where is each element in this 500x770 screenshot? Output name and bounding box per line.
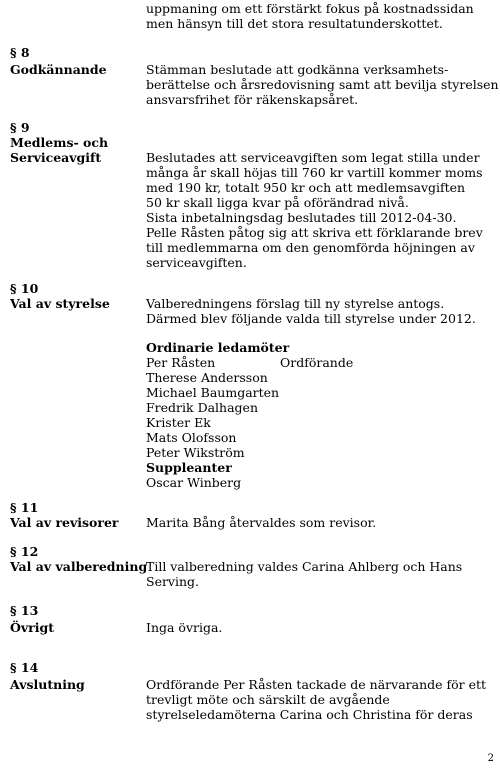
section-number: § 11 (10, 500, 39, 515)
section-body (146, 150, 491, 270)
section-number: § 10 (10, 281, 39, 296)
board-member: Peter Wikström (146, 445, 245, 460)
section-number: § 14 (10, 660, 39, 675)
section-title: Val av styrelse (10, 296, 110, 311)
body-line: Sista inbetalningsdag beslutades till 2012-04-30. (146, 210, 457, 225)
body-line: ansvarsfrihet för räkenskapsåret. (146, 92, 359, 107)
body-line: till medlemmarna om den genomförda höjningen av (146, 240, 475, 255)
section-title: Godkännande (10, 62, 107, 77)
section-number: § 8 (10, 45, 30, 60)
board-member (146, 355, 491, 370)
board-list (146, 340, 491, 490)
body-line: Marita Bång återvaldes som revisor. (146, 515, 377, 530)
body-line: serviceavgiften. (146, 255, 247, 270)
section-number: § 12 (10, 544, 39, 559)
body-line: Inga övriga. (146, 620, 223, 635)
section-body (146, 62, 499, 107)
board-member: Michael Baumgarten (146, 385, 280, 400)
member-name: Per Råsten (146, 355, 216, 370)
section-body (146, 559, 491, 589)
body-line: Ordförande Per Råsten tackade de närvarande för ett (146, 677, 487, 692)
board-members-heading: Ordinarie ledamöter (146, 340, 290, 355)
body-line: styrelseledamöterna Carina och Christina för deras (146, 707, 473, 722)
board-deputy: Oscar Winberg (146, 475, 242, 490)
body-line: 50 kr skall ligga kvar på oförändrad nivå. (146, 195, 409, 210)
board-member: Fredrik Dalhagen (146, 400, 258, 415)
section-body (146, 677, 491, 722)
body-line: berättelse och årsredovisning samt att bevilja styrelsen (146, 77, 499, 92)
board-member: Therese Andersson (146, 370, 268, 385)
intro-line: men hänsyn till det stora resultatunderskottet. (146, 16, 443, 31)
body-line: Beslutades att serviceavgiften som legat stilla under (146, 150, 480, 165)
section-title: Val av valberedning (10, 559, 148, 574)
board-member: Krister Ek (146, 415, 211, 430)
section-body (146, 296, 491, 326)
board-member: Mats Olofsson (146, 430, 237, 445)
body-line: Valberedningens förslag till ny styrelse antogs. (146, 296, 445, 311)
body-line: med 190 kr, totalt 950 kr och att medlemsavgiften (146, 180, 466, 195)
intro-line: uppmaning om ett förstärkt fokus på kostnadssidan (146, 1, 474, 16)
section-body (146, 515, 491, 530)
body-line: trevligt möte och särskilt de avgående (146, 692, 390, 707)
member-role: Ordförande (280, 355, 354, 370)
body-line: Serving. (146, 574, 200, 589)
page-number: 2 (487, 753, 494, 764)
section-body (146, 620, 491, 635)
board-deputies-heading: Suppleanter (146, 460, 232, 475)
body-line: Därmed blev följande valda till styrelse under 2012. (146, 311, 476, 326)
section-title: Avslutning (10, 677, 85, 692)
section-title: Medlems- och (10, 135, 109, 150)
intro-paragraph (146, 1, 491, 31)
section-number: § 9 (10, 120, 30, 135)
body-line: Till valberedning valdes Carina Ahlberg och Hans (146, 559, 463, 574)
section-title: Övrigt (10, 620, 55, 635)
section-title: Serviceavgift (10, 150, 102, 165)
body-line: Pelle Råsten påtog sig att skriva ett förklarande brev (146, 225, 483, 240)
section-title: Val av revisorer (10, 515, 119, 530)
body-line: Stämman beslutade att godkänna verksamhets- (146, 62, 449, 77)
section-number: § 13 (10, 603, 39, 618)
body-line: många år skall höjas till 760 kr vartill kommer moms (146, 165, 483, 180)
